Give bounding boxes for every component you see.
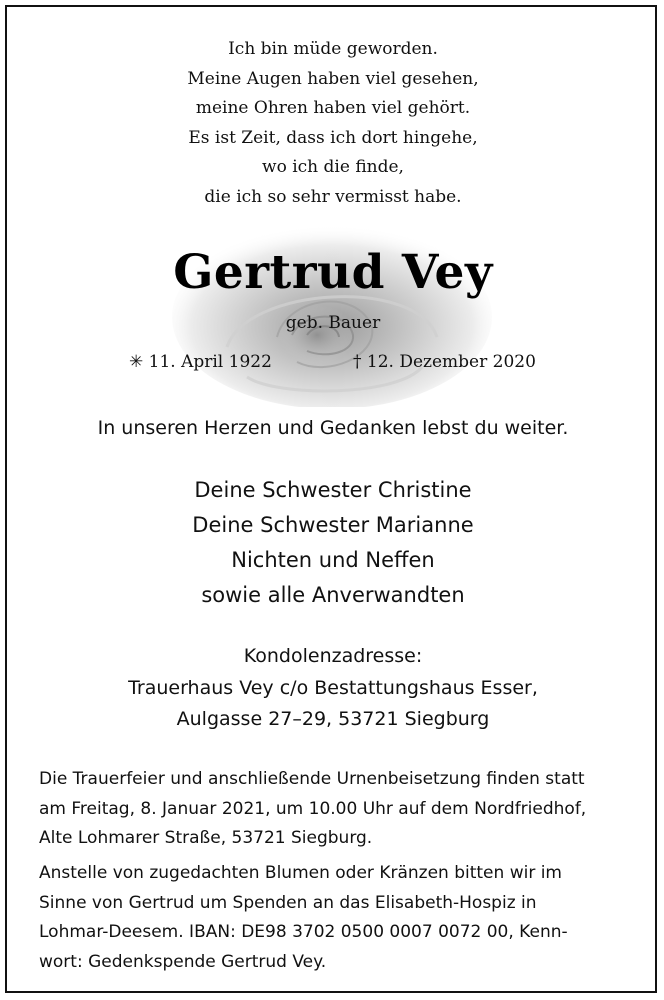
donation-line: Sinne von Gertrud um Spenden an das Elisabeth-Hospiz in — [39, 892, 537, 913]
address-line: Aulgasse 27–29, 53721 Siegburg — [176, 708, 490, 730]
address-line: Trauerhaus Vey c/o Bestattungshaus Esser, — [128, 676, 538, 699]
donation-line: wort: Gedenkspende Gertrud Vey. — [39, 951, 327, 972]
donation-line: Lohmar-Deesem. IBAN: DE98 3702 0500 0007 0072 00, Kenn- — [39, 922, 568, 942]
deceased-name: Gertrud Vey — [173, 245, 493, 300]
ceremony-paragraph — [39, 765, 625, 854]
poem-line: Es ist Zeit, dass ich dort hingehe, — [188, 127, 478, 148]
family-list — [7, 473, 659, 613]
address-line: Kondolenzadresse: — [243, 645, 423, 667]
life-dates — [7, 352, 659, 378]
poem — [7, 35, 659, 212]
family-member: sowie alle Anverwandten — [201, 583, 465, 607]
birth-date: ✳ 11. April 1922 — [129, 352, 272, 372]
poem-line: wo ich die finde, — [262, 157, 404, 177]
ceremony-line: am Freitag, 8. Januar 2021, um 10.00 Uhr auf dem Nordfriedhof, — [39, 798, 587, 819]
donation-line: Anstelle von zugedachten Blumen oder Kränzen bitten wir im — [39, 863, 562, 883]
condolence-address — [7, 641, 659, 736]
poem-line: die ich so sehr vermisst habe. — [204, 186, 462, 207]
maiden-name: geb. Bauer — [285, 313, 381, 333]
ceremony-line: Die Trauerfeier und anschließende Urnenbeisetzung finden statt — [39, 769, 585, 789]
poem-line: Meine Augen haben viel gesehen, — [187, 68, 479, 89]
family-member: Nichten und Neffen — [231, 548, 435, 572]
ceremony-line: Alte Lohmarer Straße, 53721 Siegburg. — [39, 828, 373, 848]
poem-line: meine Ohren haben viel gehört. — [195, 98, 471, 118]
death-date: † 12. Dezember 2020 — [353, 352, 536, 372]
obituary-frame — [5, 5, 657, 993]
family-member: Deine Schwester Marianne — [192, 513, 474, 537]
motto: In unseren Herzen und Gedanken lebst du weiter. — [97, 417, 569, 439]
donation-paragraph — [39, 859, 625, 977]
poem-line: Ich bin müde geworden. — [228, 39, 438, 59]
family-member: Deine Schwester Christine — [194, 478, 472, 502]
